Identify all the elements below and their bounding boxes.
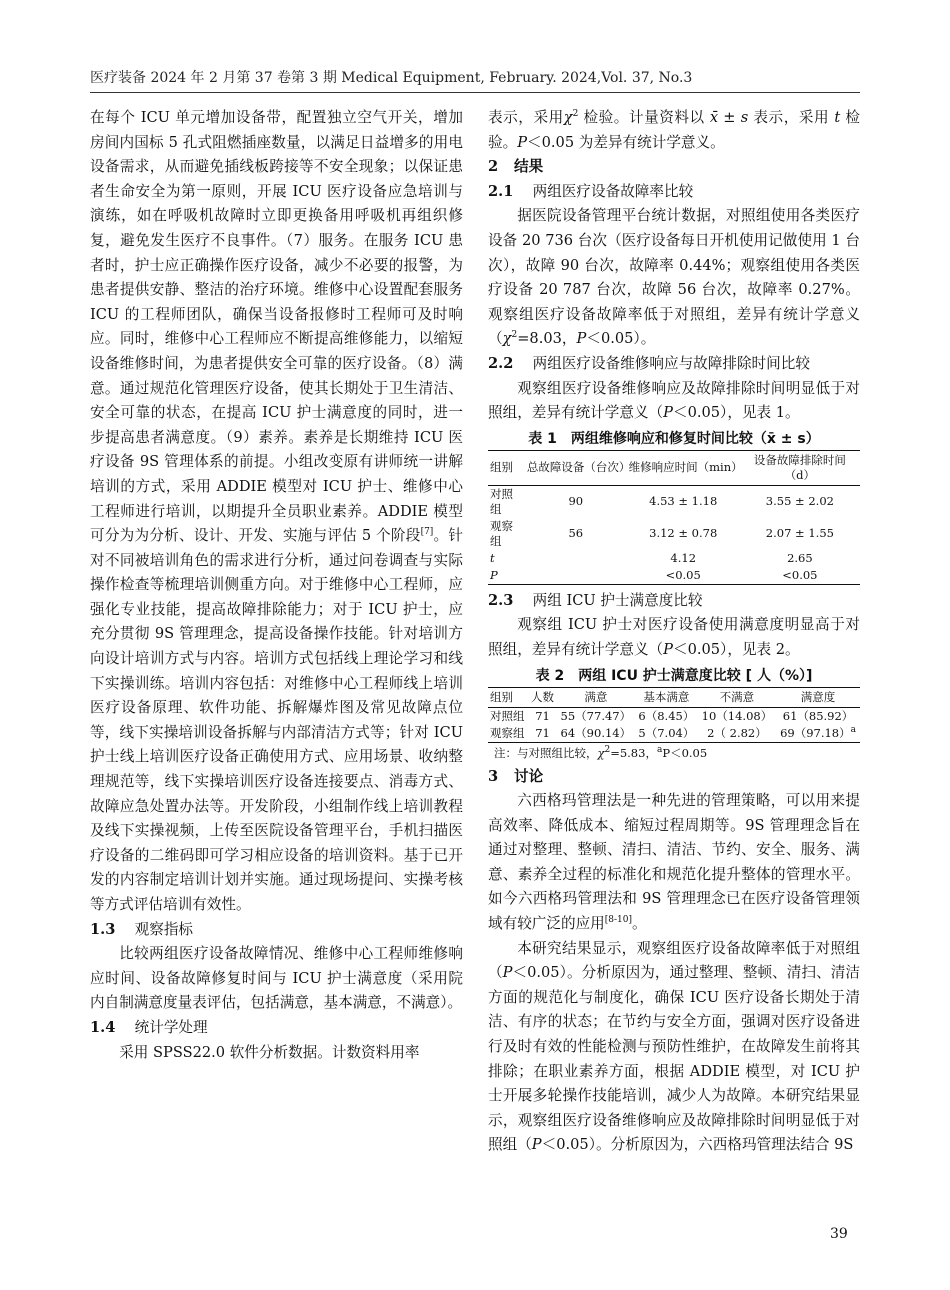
p-symbol: P [531,1136,542,1154]
table-header-cell: 维修响应时间（min） [627,450,740,485]
table-1-title: 表 1 两组维修响应和修复时间比较（x̄ ± s） [528,430,820,447]
table-header-cell: 人数 [528,687,556,707]
table-cell: 90 [568,494,584,509]
table-row [488,518,860,550]
mean-symbol: x̄ [709,109,719,126]
table-2-title: 表 2 两组 ICU 护士满意度比较 [ 人（%）] [535,667,813,684]
paragraph-discussion-2 [488,937,860,1158]
section-number: 2.2 [488,354,514,372]
table-2-note [488,743,860,763]
table-cell: 10（14.08） [701,708,773,723]
chi-symbol: χ [563,109,573,126]
table-1 [488,450,860,585]
paragraph-failure-rate [488,204,860,352]
sd-symbol: ± s [718,109,749,126]
table-cell: 2.07 ± 1.55 [765,526,834,541]
t-symbol: t [834,109,841,126]
text: 本研究结果显示，观察组医疗设备故障率低于对照组（ [488,939,860,982]
text: 表示，采用 [748,109,835,126]
table-row [488,550,860,567]
p-symbol: P [517,133,528,151]
text: 。 [632,915,647,933]
running-header: 医疗装备 2024 年 2 月第 37 卷第 3 期 Medical Equipment, February. 2024,Vol. 37, No.3 [90,70,693,86]
table-header-cell: 组别 [488,687,528,707]
section-title: 两组医疗设备维修响应与故障排除时间比较 [532,354,810,372]
citation: [7] [420,527,434,538]
paragraph-observation: 比较两组医疗设备故障情况、维修中心工程师维修响应时间、设备故障修复时间与 ICU 护士满意度（采用院内自制满意度量表评估，包括满意，基本满意，不满意）。 [90,945,463,1012]
table-cell: 3.55 ± 2.02 [765,494,834,509]
table-cell [776,725,860,743]
table-cell: 61（85.92） [782,708,854,723]
table-2 [488,687,860,743]
p-symbol: P [663,640,673,658]
section-title: 讨论 [514,767,544,785]
section-title: 观察指标 [134,920,194,938]
paragraph-satisfaction [488,613,860,662]
paragraph-services [90,106,463,918]
text: 据医院设备管理平台统计数据，对照组使用各类医疗设备 20 736 台次（医疗设备每日开机使用记做使用 1 台次），故障 90 台次，故障率 0.44%；观察组使用各类医疗设备 20 787 台次，故障 56 台次，故障率 0.27%。观察组医疗设备故障率低于对照组，差异有统计学意义（ [488,207,860,348]
text: ＜0.05），见表 1。 [672,404,800,422]
section-number: 2 [488,158,499,176]
section-2-heading [488,155,860,180]
table-cell: 4.12 [670,550,697,565]
text: ＜0.05）。 [586,330,656,348]
table-cell: 3.12 ± 0.78 [649,526,718,541]
paragraph-statistics-cont [488,106,860,155]
table-cell [525,550,627,567]
table-cell: 71 [535,708,550,723]
p-symbol: P [576,330,587,348]
table-header-cell: 总故障设备（台次） [525,450,627,485]
chi-symbol: χ [597,745,605,760]
text: 观察组医疗设备维修响应及故障排除时间明显低于对照组，差异有统计学意义（ [488,379,860,422]
superscript: 2 [604,744,611,755]
chi-symbol: χ [502,330,512,348]
text: P＜0.05 [662,745,708,760]
section-number: 2.3 [488,591,514,609]
text: 注：与对照组比较， [494,745,598,760]
text: ＜0.05 为差异有统计学意义。 [527,133,725,151]
section-title: 统计学处理 [134,1018,208,1036]
table-row [488,485,860,518]
table-cell: 2.65 [787,550,813,565]
table-cell: t [490,550,495,565]
table-cell [525,567,627,585]
table-cell: 55（77.47） [560,708,632,723]
table-header-cell: 设备故障排除时间（d） [740,450,860,485]
page-number: 39 [830,1226,848,1242]
paragraph-text: 在每个 ICU 单元增加设备带，配置独立空气开关，增加房间内国标 5 孔式阻燃插座数量，以满足日益增多的用电设备需求，从而避免插线板跨接等不安全现象；以保证患者生命安全为第一原则，开展 ICU 医疗设备应急培训与演练，如在呼吸机故障时立即更换备用呼吸机再组织修复，避免发生医疗不良事件。（7）服务。在服务 ICU 患者时，护士应正确操作医疗设备，减少不必要的报警，为患者提供安静、整洁的治疗环境。维修中心设置配套服务 ICU 的工程师团队，确保当设备报修时工程师可及时响应。同时，维修中心工程师应不断提高维修能力，以缩短设备维修时间，为患者提供安全可靠的医疗设备。（8）满意。通过规范化管理医疗设备，使其长期处于卫生清洁、安全可靠的状态，在提高 ICU 护士满意度的同时，进一步提高患者满意度。（9）素养。素养是长期维持 ICU 医疗设备 9S 管理体系的前提。小组改变原有讲师统一讲解培训的方式，采用 ADDIE 模型对 ICU 护士、维修中心工程师进行培训，以期提升全员职业素养。ADDIE 模型可分为为分析、设计、开发、实施与评估 5 个阶段 [90,109,463,545]
significance-mark: a [656,744,663,755]
table-cell: 56 [568,526,584,541]
section-2-1-heading [488,180,860,205]
left-column [90,106,463,1065]
text: =8.03， [517,330,577,348]
section-title: 两组医疗设备故障率比较 [532,182,694,200]
table-row [488,707,860,725]
table-cell: P [490,567,498,582]
text: 观察组 ICU 护士对医疗设备使用满意度明显高于对照组，差异有统计学意义（ [488,616,860,658]
citation: [8-10] [604,915,633,926]
right-column [488,106,860,1158]
header-rule [90,92,860,93]
paragraph-discussion-1 [488,789,860,937]
text: 六西格玛管理法是一种先进的管理策略，可以用来提高效率、降低成本、缩短过程周期等。9S 管理理念旨在通过对整理、整顿、清扫、清洁、节约、安全、服务、满意、素养全过程的标准化和规范化提升整体的管理水平。如今六西格玛管理法和 9S 管理理念已在医疗设备管理领域有较广泛的应用 [488,792,860,933]
table-cell: <0.05 [782,567,818,582]
significance-mark: a [850,724,856,735]
superscript: 2 [572,109,579,120]
text: ＜0.05），见表 2。 [672,640,800,658]
table-cell: <0.05 [665,567,701,582]
table-cell: 对照组 [490,708,525,723]
table-row [488,567,860,585]
table-cell: 观察组 [490,725,525,740]
paragraph-repair-time [488,377,860,426]
superscript: 2 [511,330,518,341]
table-cell: 6（8.45） [638,708,695,723]
p-symbol: P [663,404,673,422]
text: ＜0.05）。分析原因为，六西格玛管理法结合 9S [541,1136,854,1154]
table-cell: 4.53 ± 1.18 [649,494,718,509]
p-symbol: P [502,964,513,982]
section-title: 两组 ICU 护士满意度比较 [532,591,703,609]
table-cell: 64（90.14） [560,725,632,740]
text: 表示，采用 [488,109,564,126]
table-header-cell: 满意 [557,687,635,707]
table-header-cell: 不满意 [698,687,776,707]
text: 检验。 [488,109,861,151]
table-cell: 5（7.04） [638,725,695,740]
section-number: 3 [488,767,499,785]
paragraph-statistics: 采用 SPSS22.0 软件分析数据。计数资料用率 [119,1043,420,1061]
table-cell: 观察组 [490,518,513,548]
table-row [488,725,860,743]
table-header-cell: 满意度 [776,687,860,707]
table-cell: 2（ 2.82） [707,725,767,740]
table-cell-value: 69（97.18） [780,725,851,740]
section-number: 1.3 [90,920,116,938]
text: 检验。计量资料以 [578,109,710,126]
section-1-3-heading [90,918,463,943]
section-number: 1.4 [90,1018,116,1036]
text: ＜0.05）。分析原因为，通过整理、整顿、清扫、清洁方面的规范化与制度化，确保 ICU 医疗设备长期处于清洁、有序的状态；在节约与安全方面，强调对医疗设备进行及时有效的性能检测与预防性维护，在故障发生前将其排除；在职业素养方面，根据 ADDIE 模型，对 ICU 护士开展多轮操作技能培训，减少人为故障。本研究结果显示，观察组医疗设备维修响应及故障排除时间明显低于对照组（ [488,964,860,1154]
section-3-heading [488,765,860,790]
section-2-3-heading [488,589,860,614]
table-cell: 71 [535,725,550,740]
paragraph-text: 。针对不同被培训角色的需求进行分析，通过问卷调查与实际操作检查等梳理培训侧重方向。对于维修中心工程师，应强化专业技能，提高故障排除能力；对于 ICU 护士，应充分贯彻 9S 管理理念，提高设备操作技能。针对培训方向设计培训方式与内容。培训方式包括线上理论学习和线下实操训练。培训内容包括：对维修中心工程师线上培训医疗设备原理、软件功能、拆解爆炸图及常见故障点位等，线下实操培训设备拆解与内部清洁方式等；针对 ICU 护士线上培训医疗设备正确使用方式、应用场景、收纳整理规范等，线下实操培训医疗设备连接要点、消毒方式、故障应急处置办法等。开发阶段，小组制作线上培训教程及线下实操视频，上传至医院设备管理平台，手机扫描医疗设备的二维码即可学习相应设备的培训资料。基于已开发的内容制定培训计划并实施。通过现场提问、实操考核等方式评估培训有效性。 [90,527,463,913]
table-header-cell: 基本满意 [635,687,698,707]
text: =5.83， [610,745,657,760]
section-1-4-heading [90,1016,463,1041]
section-number: 2.1 [488,182,514,200]
table-cell: 对照组 [490,486,513,516]
table-header-cell: 组别 [488,450,525,485]
section-title: 结果 [514,158,544,176]
section-2-2-heading [488,352,860,377]
